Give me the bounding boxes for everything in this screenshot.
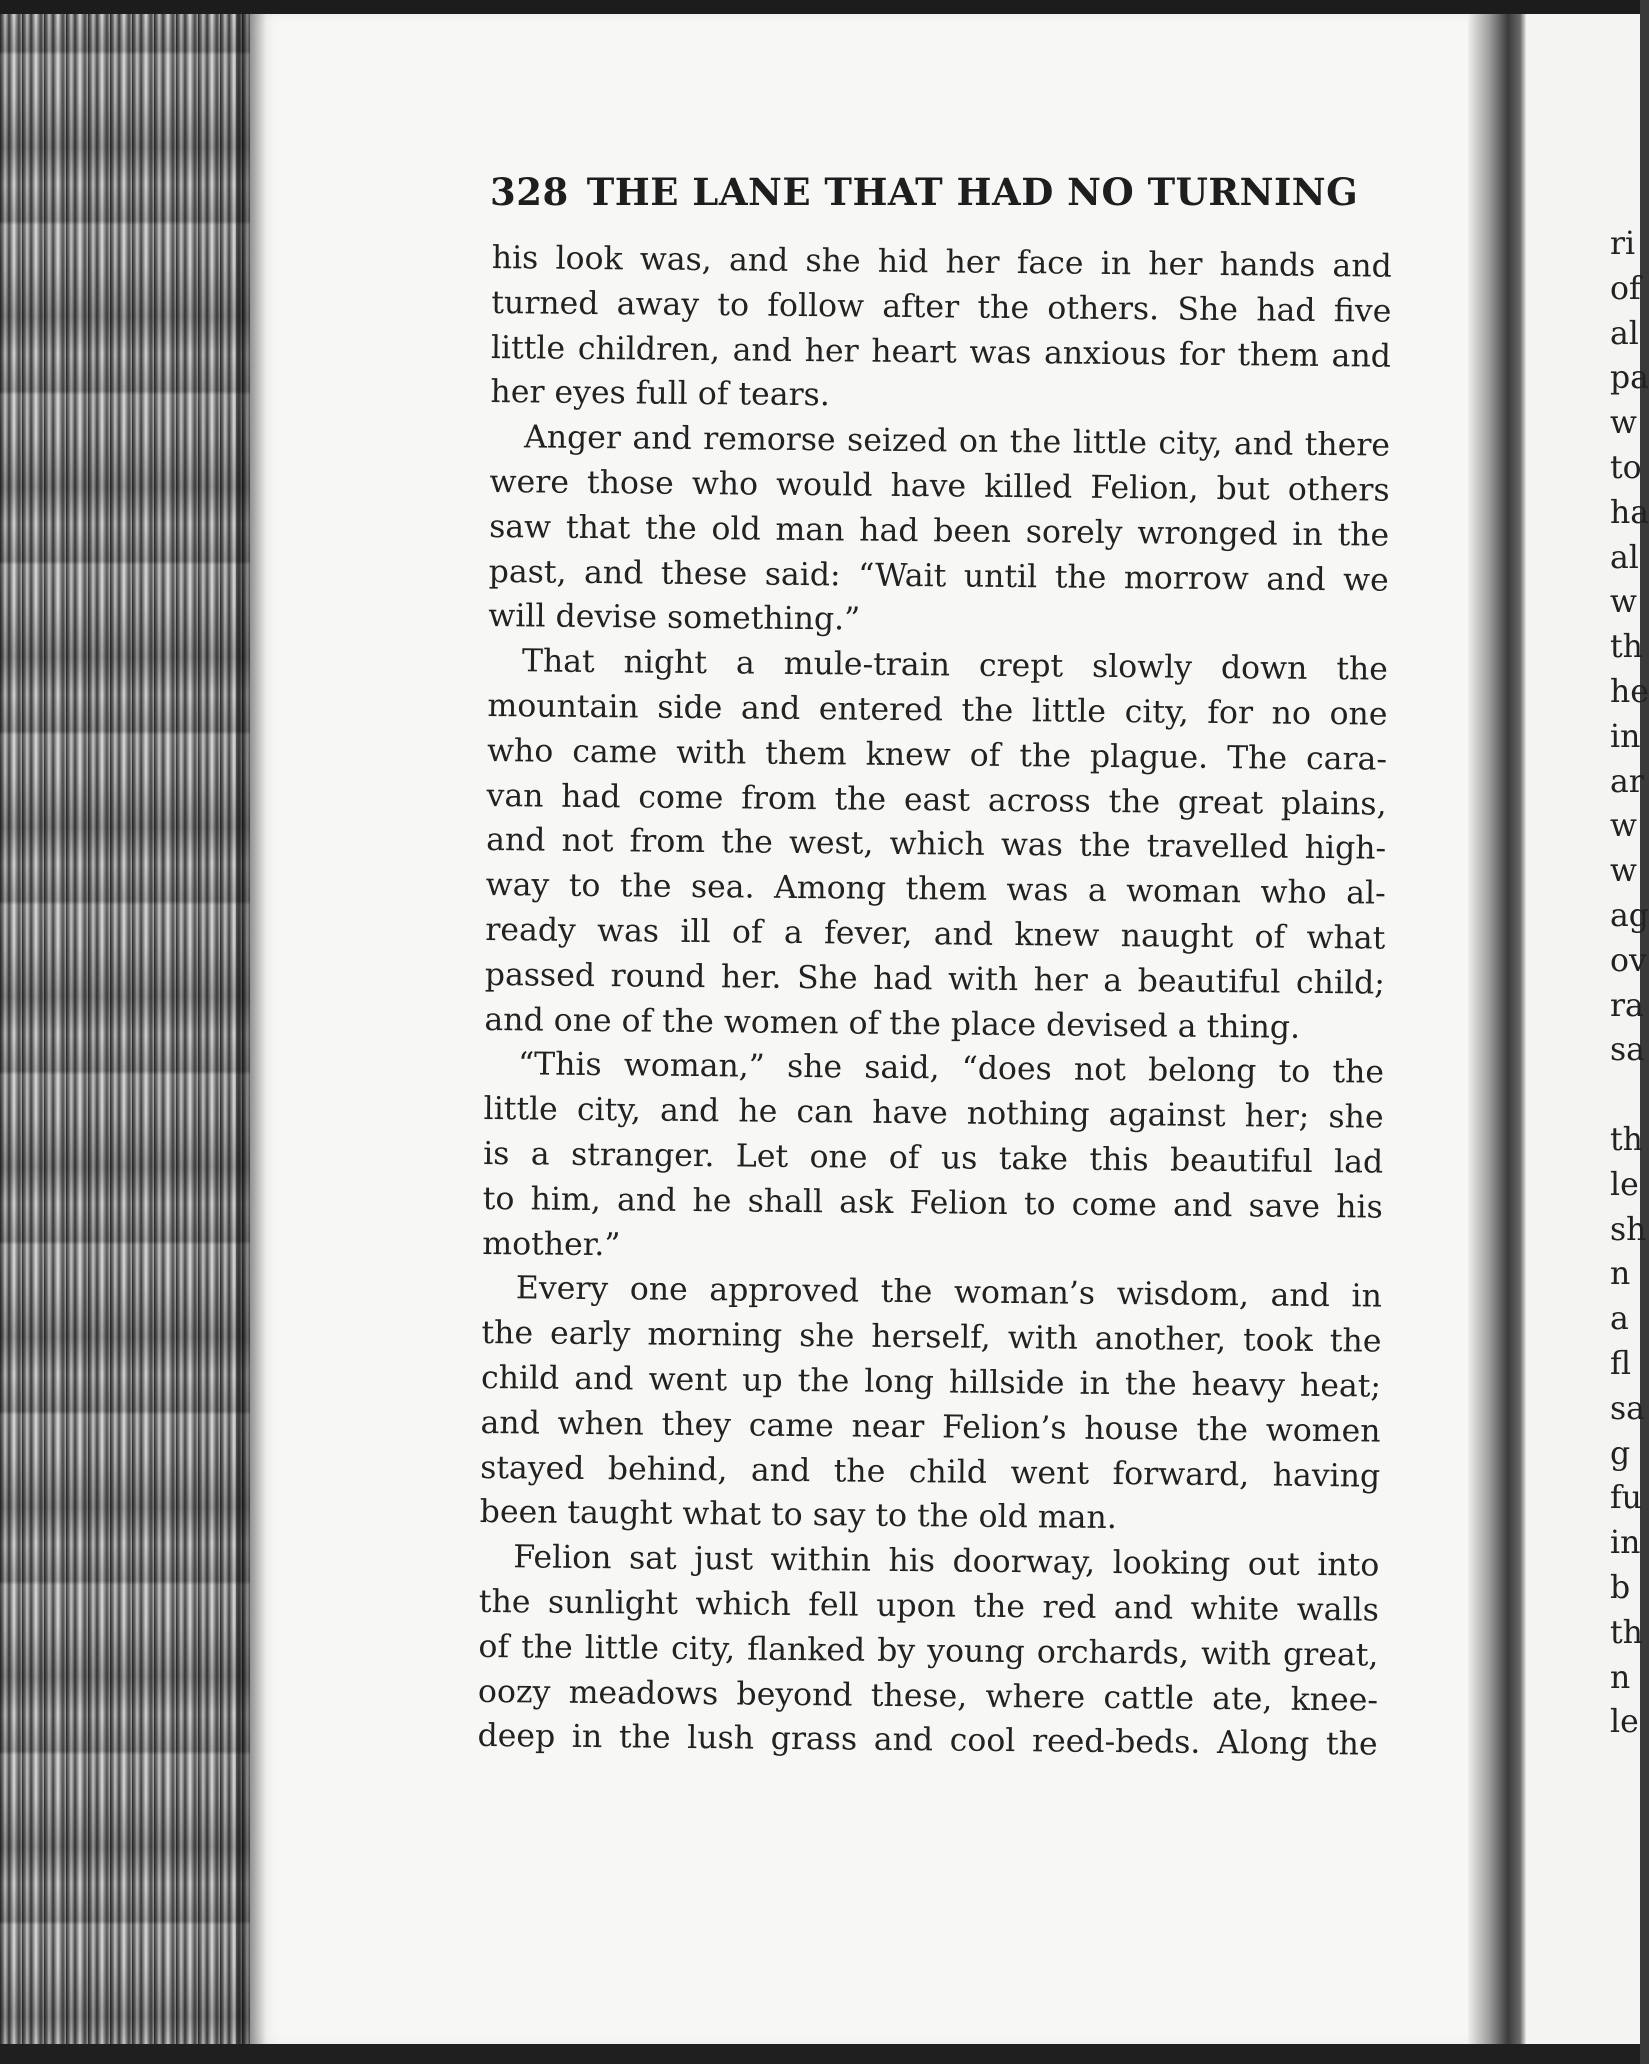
text-line: were those who would have killed Felion, but others [489,463,1390,509]
text-line: and when they came near Felion’s house the women [480,1404,1381,1450]
text-line: saw that the old man had been sorely wronged in the [489,508,1390,554]
facing-fragment: w [1610,808,1637,845]
scan-top-edge [0,0,1640,14]
text-line: stayed behind, and the child went forward, having [480,1449,1381,1495]
text-line: will devise something.” [488,598,861,638]
text-line: passed round her. She had with her a beautiful child; [484,956,1386,1002]
facing-fragment: a [1610,1301,1629,1338]
facing-fragment: pa [1610,360,1649,397]
facing-fragment: al [1610,315,1639,352]
text-line: Felion sat just within his doorway, looking out into [513,1539,1380,1584]
text-line: “This woman,” she said, “does not belong to the [517,1046,1385,1091]
text-line: of the little city, flanked by young orchards, with great, [478,1628,1379,1674]
text-line: deep in the lush grass and cool reed-beds. Along the [477,1718,1378,1763]
text-line: past, and these said: “Wait until the morrow and we [488,553,1389,599]
facing-fragment: ha [1610,494,1649,531]
facing-fragment: fl [1610,1345,1632,1382]
facing-fragment: th [1610,629,1643,666]
facing-fragment: sh [1610,1211,1647,1248]
text-line: been taught what to say to the old man. [479,1494,1117,1537]
text-line: who came with them knew of the plague. The cara- [486,732,1388,778]
text-line: Every one approved the woman’s wisdom, and in [515,1270,1383,1315]
facing-fragment: he [1610,673,1649,710]
text-line: and not from the west, which was the travelled high- [486,822,1387,867]
facing-fragment: ar [1610,763,1644,800]
facing-fragment: ra [1610,987,1644,1024]
facing-fragment: w [1610,405,1637,442]
facing-fragment: ov [1610,942,1647,979]
running-title: THE LANE THAT HAD NO TURNING [586,170,1359,214]
page-number: 328 [490,170,569,214]
facing-fragment: th [1610,1121,1643,1158]
facing-fragment: b [1610,1569,1631,1606]
text-line: ready was ill of a fever, and knew naught of what [485,911,1386,957]
facing-fragment: le [1610,1704,1639,1741]
text-line: little children, and her heart was anxious for them and [490,329,1392,375]
facing-fragment: of [1610,270,1641,307]
facing-fragment: in [1610,1525,1641,1562]
facing-fragment: sa [1610,1032,1645,1069]
text-line: oozy meadows beyond these, where cattle ate, knee- [477,1673,1379,1719]
facing-fragment: to [1610,449,1642,486]
text-line: van had come from the east across the great plains, [486,777,1387,823]
text-line: the sunlight which fell upon the red and white walls [478,1583,1380,1629]
facing-fragment: w [1610,853,1637,890]
text-line: turned away to follow after the others. She had five [491,284,1392,330]
page-edge-shadow [236,14,266,2044]
facing-fragment: ag [1610,897,1649,934]
text-line: little city, and he can have nothing against her; she [483,1091,1384,1136]
facing-fragment: fu [1610,1480,1642,1517]
text-line: mother.” [482,1225,621,1263]
facing-fragment: g [1610,1435,1631,1472]
text-line: is a stranger. Let one of us take this beautiful lad [483,1135,1384,1181]
text-line: Anger and remorse seized on the little city, and there [523,419,1391,464]
facing-fragment: n [1610,1659,1631,1696]
text-line: and one of the women of the place devised a thing. [484,1001,1301,1046]
text-line: child and went up the long hillside in the heavy heat; [480,1359,1382,1405]
scan-bottom-edge [0,2044,1640,2064]
text-line: mountain side and entered the little city, for no one [487,687,1388,733]
text-line: the early morning she herself, with another, took the [481,1315,1382,1360]
facing-fragment: in [1610,718,1641,755]
facing-fragment: al [1610,539,1639,576]
text-line: to him, and he shall ask Felion to come and save his [482,1180,1383,1226]
text-line: way to the sea. Among them was a woman who al- [485,867,1386,912]
book-gutter [1468,14,1526,2044]
body-text [477,236,1392,1768]
text-line: his look was, and she hid her face in her hands and [491,239,1392,285]
facing-fragment: w [1610,584,1637,621]
facing-fragment: n [1610,1256,1631,1293]
running-head [490,170,1370,214]
text-line: That night a mule-train crept slowly down the [521,643,1389,688]
facing-gap [1610,1073,1649,1118]
facing-page-text [1610,222,1649,1745]
text-line: her eyes full of tears. [490,374,830,414]
facing-fragment: sa [1610,1390,1645,1427]
book-page-edges [0,14,262,2044]
facing-fragment: le [1610,1166,1639,1203]
facing-fragment: ri [1610,226,1636,262]
facing-fragment: th [1610,1614,1643,1651]
